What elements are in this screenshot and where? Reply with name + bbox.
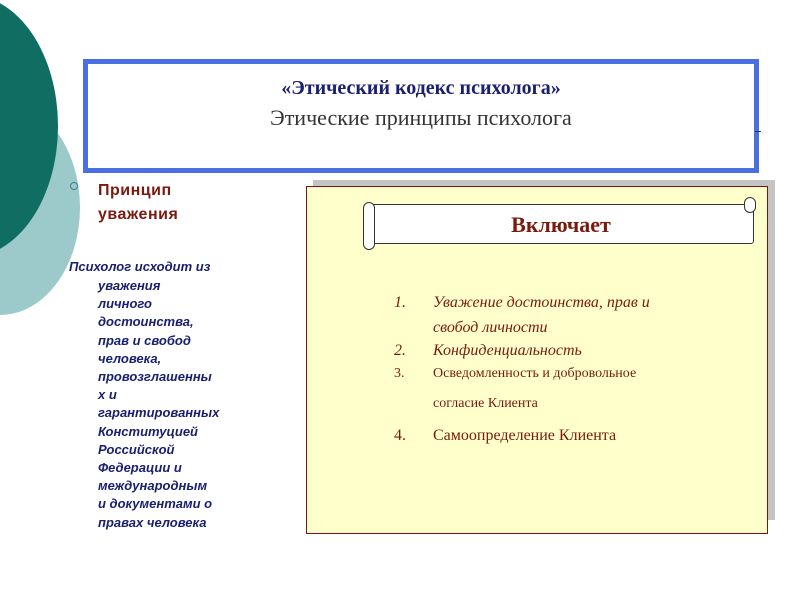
list-item-text: Уважение достоинства, прав и (433, 294, 650, 311)
description-line: и документами о (98, 496, 213, 512)
bullet-circle-icon (70, 182, 78, 190)
principle-description-lead: Психолог исходит из (69, 259, 211, 274)
list-item-text: Конфиденциальность (433, 342, 582, 359)
description-line: уважения (98, 278, 161, 293)
description-line: гарантированных (98, 405, 220, 421)
description-line: Федерации и (98, 460, 182, 476)
scroll-curl-right-icon (744, 197, 756, 213)
panel-header: Включает (511, 212, 611, 237)
principle-heading-line: уважения (98, 206, 179, 223)
description-line: личного (98, 296, 152, 312)
principle-heading-line: Принцип (98, 182, 172, 199)
list-item-text: Самоопределение Клиента (433, 427, 617, 444)
description-line: Конституцией (98, 423, 198, 439)
description-line: правах человека (98, 514, 207, 530)
description-line: прав и свобод (98, 332, 191, 348)
list-item-text: согласие Клиента (433, 396, 538, 411)
principle-description (98, 277, 268, 532)
list-item-number: 1. (394, 294, 406, 311)
slide-title: «Этический кодекс психолога» (281, 77, 561, 99)
slide-subtitle: Этические принципы психолога (270, 105, 572, 130)
list-item-text: свобод личности (433, 319, 548, 336)
list-item-text: Осведомленность и добровольное (433, 366, 637, 381)
description-line: провозглашенны (98, 369, 212, 385)
title-box (83, 59, 759, 173)
description-line: х и (98, 387, 117, 403)
divider-line (755, 131, 761, 132)
list-item-number: 2. (394, 342, 406, 359)
description-line: достоинства, (98, 314, 194, 330)
description-line: международным (98, 478, 208, 494)
principle-heading (98, 179, 278, 227)
list-item-number: 3. (394, 366, 405, 381)
list-item-number: 4. (394, 427, 406, 444)
description-line: Российской (98, 441, 175, 457)
description-line: человека, (98, 350, 162, 366)
